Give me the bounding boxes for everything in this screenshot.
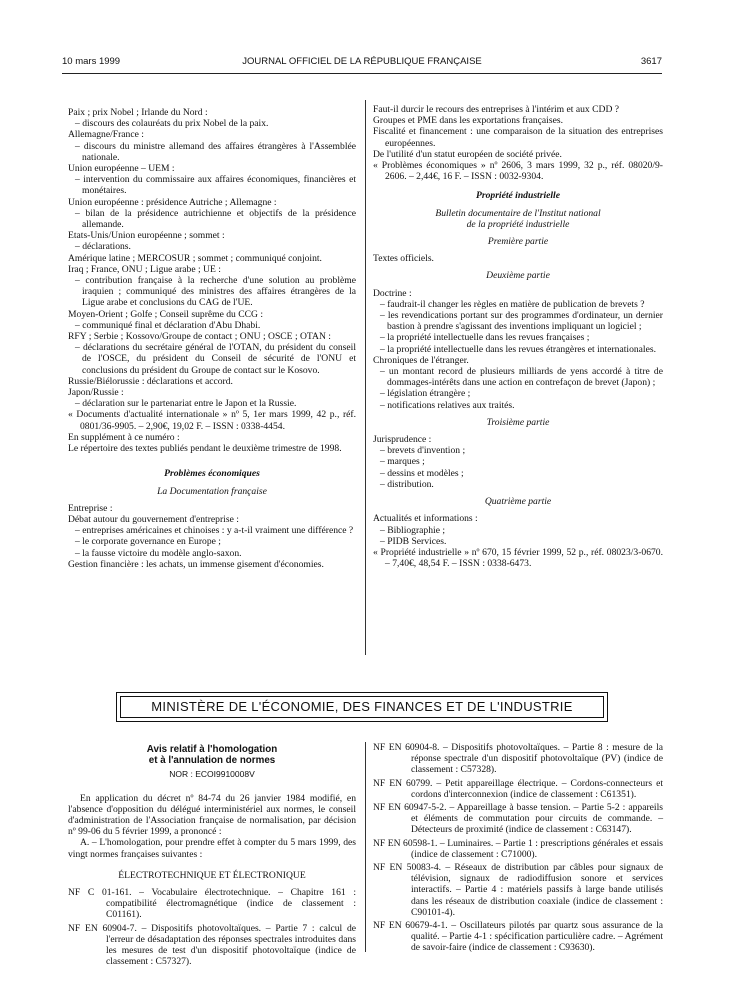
header-date: 10 mars 1999 (62, 56, 121, 67)
text-line: Moyen-Orient ; Golfe ; Conseil suprême du CCG : (68, 308, 264, 320)
section-subheading-documentation: La Documentation française (157, 485, 267, 497)
part-one-heading: Première partie (487, 236, 549, 248)
text-line: Le répertoire des textes publiés pendant le deuxième trimestre de 1998. (68, 443, 342, 455)
text-line: « Problèmes économiques » nº 2606, 3 mars 1999, 32 p., réf. 08020/9-2606. – 2,44€, 16 F. – ISSN : 0032-9304. (373, 160, 663, 183)
text-line: Entreprise : (68, 502, 113, 514)
part-two-list (373, 288, 663, 411)
header-page-number: 3617 (640, 56, 662, 67)
text-line: – contribution française à la recherche d'une solution au problème iraquien ; communiqué des ministres des affaires étrangères de la Ligue arabe et conclusions du CAG de l'UE. (75, 275, 356, 309)
norm-entry: NF EN 60799. – Petit appareillage électrique. – Cordons-connecteurs et cordons d'interconnexion (indice de classement : C61351). (373, 777, 663, 800)
text-line: Textes officiels. (373, 253, 434, 265)
column-divider-top (365, 100, 366, 655)
text-line: – la propriété intellectuelle dans les revues françaises ; (380, 332, 590, 344)
avis-paragraph-2: A. – L'homologation, pour prendre effet à compter du 5 mars 1999, des vingt normes françaises suivantes : (68, 837, 356, 860)
text-line: Actualités et informations : (373, 513, 478, 525)
text-line: – le corporate governance en Europe ; (75, 536, 221, 548)
header-journal-title: JOURNAL OFFICIEL DE LA RÉPUBLIQUE FRANÇAISE (242, 56, 482, 67)
ministry-banner: MINISTÈRE DE L'ÉCONOMIE, DES FINANCES ET DE L'INDUSTRIE (120, 696, 604, 718)
left-norms-list (68, 887, 356, 967)
avis-nor: NOR : ECOI9910008V (169, 769, 255, 780)
text-line: – entreprises américaines et chinoises : y a-t-il vraiment une différence ? (75, 525, 354, 537)
part-three-heading: Troisième partie (486, 416, 550, 428)
text-line: Fiscalité et financement : une comparaison de la situation des entreprises européennes. (373, 126, 663, 149)
left-top-list (68, 107, 356, 454)
norm-entry: NF EN 60904-7. – Dispositifs photovoltaïques. – Partie 7 : calcul de l'erreur de désadaptation des réponses spectrales introduites dans les mesures de test d'un dispositif photovoltaïque (indice de classement : C57327). (68, 922, 356, 968)
text-line: Allemagne/France : (68, 129, 144, 141)
norm-entry: NF EN 60598-1. – Luminaires. – Partie 1 : prescriptions générales et essais (indice de classement : C71000). (373, 837, 663, 860)
text-line: – dessins et modèles ; (380, 467, 464, 479)
text-line: – la fausse victoire du modèle anglo-saxon. (75, 547, 242, 559)
text-line: – bilan de la présidence autrichienne et objectifs de la présidence allemande. (75, 207, 356, 231)
page-header (62, 56, 662, 70)
text-line: « Documents d'actualité internationale » nº 5, 1er mars 1999, 42 p., réf. 0801/36-9905. – 2,90€, 19,02 F. – ISSN : 0338-4454. (68, 409, 356, 432)
text-line: – Bibliographie ; (380, 524, 446, 536)
left-column-top (68, 107, 356, 570)
text-line: – discours des colauréats du prix Nobel de la paix. (75, 118, 269, 130)
header-rule (62, 73, 662, 74)
part-four-heading: Quatrième partie (484, 496, 552, 508)
part-two-heading: Deuxième partie (486, 270, 550, 282)
text-line: « Propriété industrielle » nº 670, 15 février 1999, 52 p., réf. 08023/3-0670. – 7,40€, 48,54 F. – ISSN : 0338-6473. (373, 546, 663, 570)
part-four-list (373, 513, 663, 569)
text-line: – les revendications portant sur des programmes d'ordinateur, un dernier bastion à prendre s'agissant des inventions impliquant un logiciel ; (380, 310, 663, 333)
text-line: Chroniques de l'étranger. (373, 354, 469, 366)
norm-entry: NF C 01-161. – Vocabulaire électrotechnique. – Chapitre 161 : compatibilité électromagnétique (indice de classement : C01161). (68, 887, 356, 921)
text-line: Amérique latine ; MERCOSUR ; sommet ; communiqué conjoint. (68, 252, 322, 264)
text-line: – discours du ministre allemand des affaires étrangères à l'Assemblée nationale. (75, 140, 356, 163)
text-line: Débat autour du gouvernement d'entreprise : (68, 513, 239, 525)
left-eco-list (68, 503, 356, 570)
text-line: – distribution. (380, 478, 434, 490)
norm-entry: NF EN 60947-5-2. – Appareillage à basse tension. – Partie 5-2 : appareils et éléments de commutation pour circuits de commande. – Détecteurs de proximité (indice de classement : C63147). (373, 802, 663, 836)
text-line: De l'utilité d'un statut européen de société privée. (373, 148, 562, 160)
text-line: – PIDB Services. (380, 535, 447, 547)
text-line: Union européenne – UEM : (68, 163, 175, 175)
section-heading-problemes-economiques: Problèmes économiques (164, 468, 260, 480)
text-line: – déclaration sur le partenariat entre le Japon et la Russie. (75, 398, 297, 410)
avis-section-title: ÉLECTROTECHNIQUE ET ÉLECTRONIQUE (118, 869, 306, 881)
text-line: – faudrait-il changer les règles en matière de publication de brevets ? (380, 298, 645, 310)
text-line: Jurisprudence : (373, 434, 432, 446)
text-line: Faut-il durcir le recours des entreprises à l'intérim et aux CDD ? (373, 104, 620, 115)
text-line: Paix ; prix Nobel ; Irlande du Nord : (68, 107, 208, 118)
text-line: – législation étrangère ; (380, 388, 471, 400)
norm-entry: NF EN 50083-4. – Réseaux de distribution par câbles pour signaux de télévision, signaux de radiodiffusion sonore et services interactifs. – Partie 4 : matériels passifs à large bande utilisés dans les réseaux de distribution coaxiale (indice de classement : C90101-4). (373, 862, 663, 918)
part-three-list (373, 434, 663, 490)
text-line: – notifications relatives aux traités. (380, 399, 515, 411)
text-line: – déclarations. (75, 241, 131, 253)
text-line: – la propriété intellectuelle dans les revues étrangères et internationales. (380, 343, 656, 355)
avis-title-line1: Avis relatif à l'homologation (146, 744, 278, 755)
text-line: Japon/Russie : (68, 387, 124, 399)
right-column-top (373, 104, 663, 569)
right-top-list (373, 104, 663, 182)
text-line: RFY ; Serbie ; Kossovo/Groupe de contact ; ONU ; OSCE ; OTAN : (68, 331, 331, 343)
text-line: Iraq ; France, ONU ; Ligue arabe ; UE : (68, 263, 221, 275)
avis-right-column (373, 742, 663, 956)
text-line: Doctrine : (373, 287, 412, 299)
norm-entry: NF EN 60904-8. – Dispositifs photovoltaïques. – Partie 8 : mesure de la réponse spectrale d'un dispositif photovoltaïque (PV) (indice de classement : C57328). (373, 742, 663, 776)
avis-paragraph-1: En application du décret nº 84-74 du 26 janvier 1984 modifié, en l'absence d'opposition du délégué interministériel aux normes, le conseil d'administration de l'Association française de normalisation, par décision nº 99-06 du 5 février 1999, a prononcé : (68, 792, 356, 838)
part-one-list (373, 253, 663, 264)
right-norms-list (373, 742, 663, 954)
text-line: Union européenne : présidence Autriche ; Allemagne : (68, 196, 277, 208)
bulletin-title: Bulletin documentaire de l'Institut national de la propriété industrielle (435, 207, 601, 230)
text-line: – communiqué final et déclaration d'Abu Dhabi. (75, 319, 261, 331)
text-line: – un montant record de plusieurs milliards de yens accordé à titre de dommages-intérêts dans une action en contrefaçon de brevet (Japon) ; (380, 366, 663, 389)
avis-title-line2: et à l'annulation de normes (148, 755, 276, 767)
text-line: En supplément à ce numéro : (68, 431, 180, 443)
text-line: – brevets d'invention ; (380, 445, 466, 457)
section-heading-propriete-industrielle: Propriété industrielle (476, 190, 560, 202)
text-line: Gestion financière : les achats, un immense gisement d'économies. (68, 558, 324, 570)
text-line: Etats-Unis/Union européenne ; sommet : (68, 230, 225, 242)
text-line: – intervention du commissaire aux affaires économiques, financières et monétaires. (75, 174, 356, 197)
avis-left-column (68, 744, 356, 969)
norm-entry: NF EN 60679-4-1. – Oscillateurs pilotés par quartz sous assurance de la qualité. – Partie 4-1 : spécification particulière cadre. – Agrément de savoir-faire (indice de classement : C93630). (373, 920, 663, 954)
text-line: – déclarations du secrétaire général de l'OTAN, du président du conseil de l'OSCE, du président du Conseil de sécurité de l'ONU et conclusions du président du Groupe de contact sur le Kosovo. (75, 342, 356, 376)
text-line: – marques ; (380, 456, 425, 468)
column-divider-bottom (365, 742, 366, 952)
text-line: Russie/Biélorussie : déclarations et accord. (68, 375, 233, 387)
text-line: Groupes et PME dans les exportations françaises. (373, 115, 563, 127)
